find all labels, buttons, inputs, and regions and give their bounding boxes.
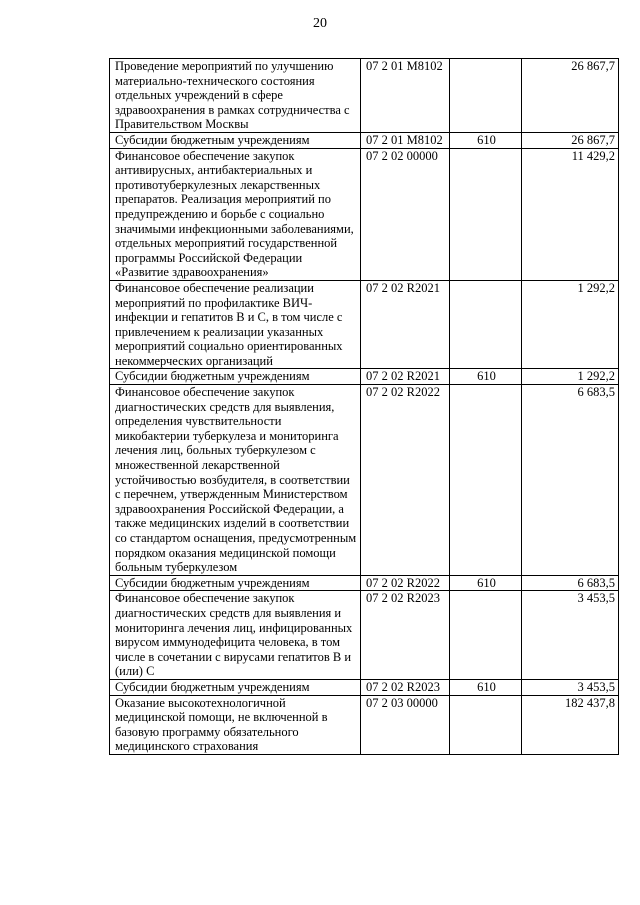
amount-cell: 3 453,5 bbox=[522, 591, 619, 680]
table-row bbox=[110, 369, 619, 385]
expense-name-cell: Финансовое обеспечение закупок антивирусных, антибактериальных и противотуберкулезных лекарственных препаратов. Реализация мероприятий по предупреждению и борьбе с социально значимыми инфекционными заболеваниями, отдельных мероприятий государственной программы Российской Федерации «Развитие здравоохранения» bbox=[110, 148, 361, 280]
table-row bbox=[110, 679, 619, 695]
expense-name-cell: Финансовое обеспечение закупок диагностических средств для выявления и мониторинга лечения лиц, инфицированных вирусом иммунодефицита человека, в том числе в сочетании с вирусами гепатитов В и (или) С bbox=[110, 591, 361, 680]
amount-cell: 182 437,8 bbox=[522, 695, 619, 754]
table-row bbox=[110, 59, 619, 133]
expense-type-code-cell: 610 bbox=[450, 369, 522, 385]
table-row bbox=[110, 591, 619, 680]
expense-type-code-cell bbox=[450, 385, 522, 576]
budget-table bbox=[109, 58, 619, 755]
expense-name-cell: Субсидии бюджетным учреждениям bbox=[110, 132, 361, 148]
amount-cell: 6 683,5 bbox=[522, 575, 619, 591]
expense-type-code-cell bbox=[450, 591, 522, 680]
expense-type-code-cell bbox=[450, 148, 522, 280]
expense-type-code-cell bbox=[450, 59, 522, 133]
amount-cell: 6 683,5 bbox=[522, 385, 619, 576]
amount-cell: 3 453,5 bbox=[522, 679, 619, 695]
amount-cell: 1 292,2 bbox=[522, 280, 619, 369]
target-article-code-cell: 07 2 03 00000 bbox=[361, 695, 450, 754]
target-article-code-cell: 07 2 02 R2022 bbox=[361, 575, 450, 591]
page-number: 20 bbox=[313, 16, 327, 31]
table-row bbox=[110, 148, 619, 280]
target-article-code-cell: 07 2 02 00000 bbox=[361, 148, 450, 280]
expense-type-code-cell: 610 bbox=[450, 575, 522, 591]
expense-type-code-cell bbox=[450, 280, 522, 369]
expense-name-cell: Субсидии бюджетным учреждениям bbox=[110, 575, 361, 591]
table-row bbox=[110, 132, 619, 148]
expense-name-cell: Оказание высокотехнологичной медицинской помощи, не включенной в базовую программу обязательного медицинского страхования bbox=[110, 695, 361, 754]
target-article-code-cell: 07 2 02 R2021 bbox=[361, 280, 450, 369]
table-row bbox=[110, 575, 619, 591]
expense-name-cell: Субсидии бюджетным учреждениям bbox=[110, 679, 361, 695]
budget-table-body bbox=[110, 59, 619, 755]
target-article-code-cell: 07 2 02 R2022 bbox=[361, 385, 450, 576]
expense-type-code-cell bbox=[450, 695, 522, 754]
amount-cell: 26 867,7 bbox=[522, 59, 619, 133]
target-article-code-cell: 07 2 01 M8102 bbox=[361, 59, 450, 133]
expense-type-code-cell: 610 bbox=[450, 679, 522, 695]
amount-cell: 1 292,2 bbox=[522, 369, 619, 385]
target-article-code-cell: 07 2 01 M8102 bbox=[361, 132, 450, 148]
amount-cell: 11 429,2 bbox=[522, 148, 619, 280]
expense-name-cell: Субсидии бюджетным учреждениям bbox=[110, 369, 361, 385]
expense-type-code-cell: 610 bbox=[450, 132, 522, 148]
amount-cell: 26 867,7 bbox=[522, 132, 619, 148]
target-article-code-cell: 07 2 02 R2023 bbox=[361, 679, 450, 695]
expense-name-cell: Финансовое обеспечение реализации мероприятий по профилактике ВИЧ-инфекции и гепатитов В и С, в том числе с привлечением к реализации указанных мероприятий социально ориентированных некоммерческих организаций bbox=[110, 280, 361, 369]
expense-name-cell: Финансовое обеспечение закупок диагностических средств для выявления, определения чувствительности микобактерии туберкулеза и мониторинга лечения лиц, больных туберкулезом с множественной лекарственной устойчивостью возбудителя, в соответствии с перечнем, утвержденным Министерством здравоохранения Российской Федерации, а также медицинских изделий в соответствии со стандартом оснащения, предусмотренным порядком оказания медицинской помощи больным туберкулезом bbox=[110, 385, 361, 576]
expense-name-cell: Проведение мероприятий по улучшению материально-технического состояния отдельных учреждений в сфере здравоохранения в рамках сотрудничества с Правительством Москвы bbox=[110, 59, 361, 133]
target-article-code-cell: 07 2 02 R2021 bbox=[361, 369, 450, 385]
table-row bbox=[110, 280, 619, 369]
target-article-code-cell: 07 2 02 R2023 bbox=[361, 591, 450, 680]
table-row bbox=[110, 695, 619, 754]
table-row bbox=[110, 385, 619, 576]
